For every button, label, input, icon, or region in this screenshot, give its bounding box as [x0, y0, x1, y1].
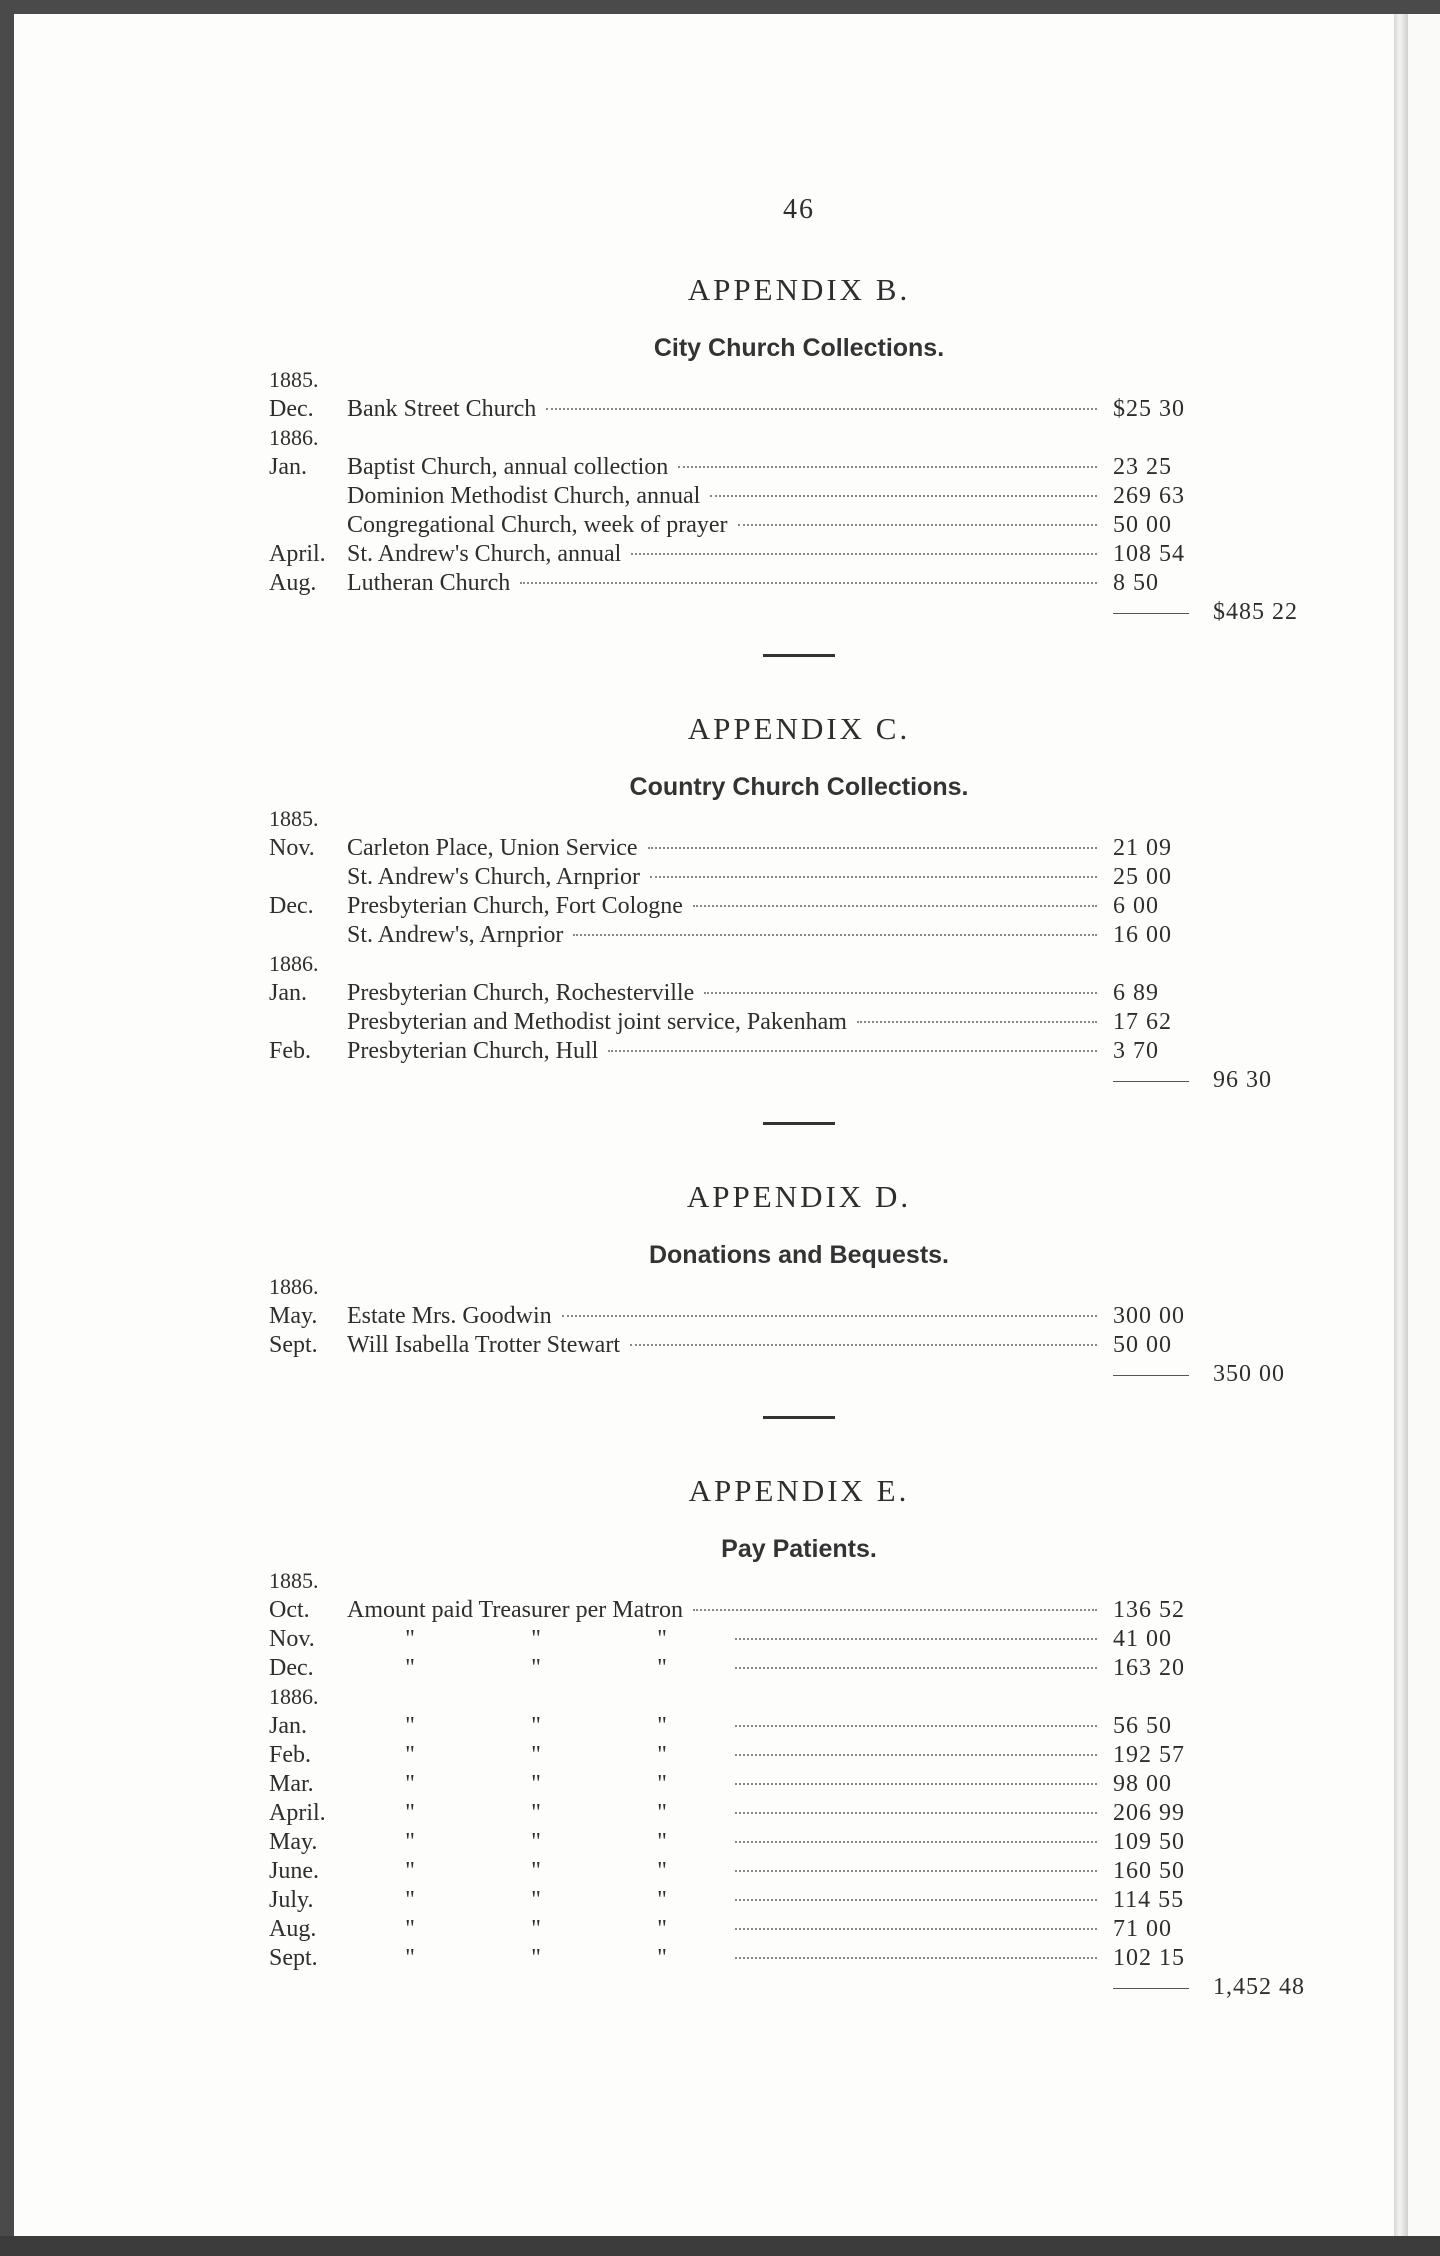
entry-amount: 71 00: [1113, 1916, 1172, 1942]
entry-amount: 108 54: [1113, 541, 1185, 567]
ditto-marks: [347, 1800, 725, 1827]
ditto-marks: [347, 1945, 725, 1972]
ledger-row: [269, 1771, 1329, 1800]
ditto-mark: ": [405, 1829, 415, 1855]
year-row: [269, 1274, 1329, 1303]
ditto-mark: ": [405, 1887, 415, 1913]
ditto-mark: ": [405, 1916, 415, 1942]
ditto-mark: ": [531, 1771, 541, 1797]
entry-amount: 163 20: [1113, 1655, 1185, 1681]
dot-leader: [735, 1841, 1097, 1843]
year-row: [269, 1684, 1329, 1713]
year-row: [269, 806, 1329, 835]
ditto-mark: ": [405, 1626, 415, 1652]
year-row: [269, 425, 1329, 454]
ditto-mark: ": [405, 1945, 415, 1971]
ledger-row: [269, 454, 1329, 483]
entry-date: May.: [269, 1829, 318, 1855]
appendix-section: [269, 711, 1329, 1125]
entry-description: [347, 1655, 1107, 1682]
entry-amount: 16 00: [1113, 922, 1172, 948]
dot-leader: [573, 934, 1097, 936]
sum-rule-cell: [1107, 599, 1213, 626]
entry-description-text: Baptist Church, annual collection: [347, 454, 669, 480]
appendix-subtitle: City Church Collections.: [653, 334, 945, 362]
entry-description-text: Congregational Church, week of prayer: [347, 512, 728, 538]
ledger-row: [269, 980, 1329, 1009]
entry-description: [347, 396, 1107, 423]
ledger-row: [269, 1742, 1329, 1771]
dot-leader: [562, 1315, 1097, 1317]
entry-description: [347, 570, 1107, 597]
scan-bottom-edge: [0, 2236, 1440, 2256]
year-row: [269, 367, 1329, 396]
entry-description: [347, 454, 1107, 481]
ditto-mark: ": [531, 1655, 541, 1681]
dot-leader: [693, 905, 1097, 907]
ledger-row: [269, 922, 1329, 951]
entry-description: [347, 1713, 1107, 1740]
section-divider: [763, 654, 835, 657]
dot-leader: [857, 1021, 1097, 1023]
entry-description: [347, 1945, 1107, 1972]
ledger-row: [269, 893, 1329, 922]
dot-leader: [710, 495, 1097, 497]
ledger-row: [269, 1829, 1329, 1858]
entry-description-text: Estate Mrs. Goodwin: [347, 1303, 552, 1329]
entry-description: [347, 1800, 1107, 1827]
entry-description: [347, 835, 1107, 862]
section-total: 350 00: [1213, 1361, 1285, 1387]
dot-leader: [735, 1899, 1097, 1901]
ditto-marks: [347, 1858, 725, 1885]
year-label: 1885.: [269, 367, 319, 392]
document-page: [14, 14, 1394, 2236]
ditto-mark: ": [405, 1858, 415, 1884]
total-row: [269, 1067, 1329, 1096]
dot-leader: [678, 466, 1097, 468]
entry-description: [347, 1332, 1107, 1359]
ditto-mark: ": [405, 1713, 415, 1739]
appendix-title: APPENDIX E.: [688, 1473, 910, 1508]
entry-amount: $25 30: [1113, 396, 1185, 422]
ditto-mark: ": [657, 1742, 667, 1768]
entry-amount: 3 70: [1113, 1038, 1159, 1064]
entry-description-text: St. Andrew's Church, Arnprior: [347, 864, 640, 890]
entry-amount: 269 63: [1113, 483, 1185, 509]
page-content: [269, 194, 1329, 2003]
ditto-mark: ": [657, 1916, 667, 1942]
entry-amount: 109 50: [1113, 1829, 1185, 1855]
entry-description: [347, 1626, 1107, 1653]
ditto-mark: ": [531, 1858, 541, 1884]
sum-rule-cell: [1107, 1974, 1213, 2001]
entry-date: June.: [269, 1858, 319, 1884]
ditto-mark: ": [405, 1742, 415, 1768]
dot-leader: [735, 1638, 1097, 1640]
entry-amount: 21 09: [1113, 835, 1172, 861]
dot-leader: [693, 1609, 1097, 1611]
ditto-mark: ": [531, 1887, 541, 1913]
entry-description-text: Lutheran Church: [347, 570, 511, 596]
ditto-mark: ": [657, 1800, 667, 1826]
entry-date: Dec.: [269, 396, 314, 422]
appendix-section: [269, 1473, 1329, 2003]
ledger-row: [269, 1945, 1329, 1974]
dot-leader: [735, 1870, 1097, 1872]
entry-amount: 114 55: [1113, 1887, 1185, 1913]
year-label: 1886.: [269, 1274, 319, 1299]
sum-rule: [1113, 1988, 1189, 1989]
entry-date: Jan.: [269, 454, 307, 480]
ditto-mark: ": [531, 1916, 541, 1942]
dot-leader: [735, 1667, 1097, 1669]
entry-date: May.: [269, 1303, 318, 1329]
next-page-edge: [1408, 14, 1440, 2236]
entry-description-text: St. Andrew's, Arnprior: [347, 922, 564, 948]
dot-leader: [520, 582, 1097, 584]
ditto-mark: ": [405, 1655, 415, 1681]
entry-description: [347, 893, 1107, 920]
appendix-sections: [269, 272, 1329, 2003]
entry-date: Aug.: [269, 570, 317, 596]
dot-leader: [630, 1344, 1097, 1346]
entry-amount: 136 52: [1113, 1597, 1185, 1623]
ditto-mark: ": [657, 1771, 667, 1797]
dot-leader: [735, 1957, 1097, 1959]
ditto-mark: ": [531, 1626, 541, 1652]
ditto-mark: ": [531, 1800, 541, 1826]
entry-date: Nov.: [269, 1626, 315, 1652]
ledger-row: [269, 1655, 1329, 1684]
dot-leader: [648, 847, 1097, 849]
ledger-row: [269, 512, 1329, 541]
dot-leader: [608, 1050, 1097, 1052]
entry-amount: 6 89: [1113, 980, 1159, 1006]
ditto-mark: ": [405, 1800, 415, 1826]
book-binding-edge: [1394, 14, 1408, 2236]
ledger-row: [269, 864, 1329, 893]
entry-description: [347, 1858, 1107, 1885]
year-label: 1886.: [269, 951, 319, 976]
ledger-row: [269, 1009, 1329, 1038]
total-row: [269, 1361, 1329, 1390]
entry-description: [347, 922, 1107, 949]
year-label: 1886.: [269, 1684, 319, 1709]
ditto-marks: [347, 1829, 725, 1856]
year-label: 1886.: [269, 425, 319, 450]
ditto-marks: [347, 1742, 725, 1769]
entry-description: [347, 980, 1107, 1007]
ledger-row: [269, 1887, 1329, 1916]
entry-date: Sept.: [269, 1332, 318, 1358]
entry-amount: 8 50: [1113, 570, 1159, 596]
total-row: [269, 1974, 1329, 2003]
ditto-mark: ": [531, 1945, 541, 1971]
entry-description-text: Presbyterian Church, Hull: [347, 1038, 599, 1064]
ledger-row: [269, 570, 1329, 599]
entry-amount: 56 50: [1113, 1713, 1172, 1739]
entry-description: [347, 1303, 1107, 1330]
entry-amount: 192 57: [1113, 1742, 1185, 1768]
entry-description: [347, 541, 1107, 568]
year-row: [269, 1568, 1329, 1597]
year-row: [269, 951, 1329, 980]
ditto-mark: ": [657, 1858, 667, 1884]
dot-leader: [738, 524, 1097, 526]
ledger-row: [269, 483, 1329, 512]
appendix-subtitle: Pay Patients.: [721, 1535, 877, 1563]
ditto-mark: ": [657, 1945, 667, 1971]
ledger-row: [269, 835, 1329, 864]
section-total: 96 30: [1213, 1067, 1272, 1093]
entry-date: Dec.: [269, 1655, 314, 1681]
entry-description: [347, 483, 1107, 510]
dot-leader: [631, 553, 1097, 555]
appendix-title: APPENDIX C.: [687, 711, 911, 746]
dot-leader: [735, 1754, 1097, 1756]
entry-date: Dec.: [269, 893, 314, 919]
ledger-row: [269, 1713, 1329, 1742]
ditto-mark: ": [531, 1742, 541, 1768]
entry-amount: 160 50: [1113, 1858, 1185, 1884]
entry-amount: 17 62: [1113, 1009, 1172, 1035]
entry-date: Mar.: [269, 1771, 314, 1797]
entry-description: [347, 1009, 1107, 1036]
entry-date: Jan.: [269, 980, 307, 1006]
appendix-section: [269, 272, 1329, 657]
appendix-subtitle: Donations and Bequests.: [648, 1241, 950, 1269]
section-total: 1,452 48: [1213, 1974, 1305, 2000]
ledger-row: [269, 1597, 1329, 1626]
section-total: $485 22: [1213, 599, 1298, 625]
sum-rule-cell: [1107, 1067, 1213, 1094]
entry-amount: 25 00: [1113, 864, 1172, 890]
entry-description-text: Bank Street Church: [347, 396, 537, 422]
entry-description: [347, 1771, 1107, 1798]
ditto-mark: ": [531, 1829, 541, 1855]
entry-amount: 6 00: [1113, 893, 1159, 919]
ditto-marks: [347, 1713, 725, 1740]
dot-leader: [704, 992, 1097, 994]
ditto-mark: ": [657, 1655, 667, 1681]
ditto-mark: ": [531, 1713, 541, 1739]
entry-date: Jan.: [269, 1713, 307, 1739]
entry-date: April.: [269, 541, 326, 567]
ledger-row: [269, 1303, 1329, 1332]
entry-description-text: Carleton Place, Union Service: [347, 835, 638, 861]
ditto-mark: ": [657, 1887, 667, 1913]
ledger-row: [269, 1800, 1329, 1829]
ditto-mark: ": [657, 1626, 667, 1652]
entry-amount: 50 00: [1113, 512, 1172, 538]
total-row: [269, 599, 1329, 628]
section-divider: [763, 1416, 835, 1419]
entry-date: Feb.: [269, 1742, 311, 1768]
ditto-marks: [347, 1887, 725, 1914]
dot-leader: [735, 1783, 1097, 1785]
entry-amount: 300 00: [1113, 1303, 1185, 1329]
entry-description: [347, 1916, 1107, 1943]
sum-rule-cell: [1107, 1361, 1213, 1388]
entry-description: [347, 864, 1107, 891]
entry-description: [347, 512, 1107, 539]
dot-leader: [546, 408, 1097, 410]
section-divider: [763, 1122, 835, 1125]
entry-date: Sept.: [269, 1945, 318, 1971]
year-label: 1885.: [269, 1568, 319, 1593]
ditto-marks: [347, 1655, 725, 1682]
entry-amount: 206 99: [1113, 1800, 1185, 1826]
ledger-row: [269, 396, 1329, 425]
dot-leader: [735, 1725, 1097, 1727]
entry-description-text: Presbyterian Church, Rochesterville: [347, 980, 695, 1006]
appendix-section: [269, 1179, 1329, 1419]
ledger-row: [269, 541, 1329, 570]
entry-date: Aug.: [269, 1916, 317, 1942]
ditto-mark: ": [657, 1713, 667, 1739]
entry-date: Nov.: [269, 835, 315, 861]
entry-description: [347, 1597, 1107, 1624]
ditto-mark: ": [657, 1829, 667, 1855]
ledger-row: [269, 1038, 1329, 1067]
ditto-mark: ": [405, 1771, 415, 1797]
ditto-marks: [347, 1771, 725, 1798]
entry-date: Oct.: [269, 1597, 310, 1623]
entry-description: [347, 1887, 1107, 1914]
entry-description-text: Will Isabella Trotter Stewart: [347, 1332, 620, 1358]
ledger-row: [269, 1858, 1329, 1887]
appendix-subtitle: Country Church Collections.: [629, 773, 969, 801]
ditto-marks: [347, 1916, 725, 1943]
dot-leader: [650, 876, 1097, 878]
appendix-title: APPENDIX D.: [686, 1179, 912, 1214]
entry-description-text: Presbyterian Church, Fort Cologne: [347, 893, 683, 919]
sum-rule: [1113, 613, 1189, 614]
entry-description: [347, 1742, 1107, 1769]
entry-description-text: Amount paid Treasurer per Matron: [347, 1597, 683, 1623]
entry-description-text: St. Andrew's Church, annual: [347, 541, 622, 567]
entry-date: April.: [269, 1800, 326, 1826]
entry-description: [347, 1829, 1107, 1856]
ledger-row: [269, 1332, 1329, 1361]
entry-description-text: Presbyterian and Methodist joint service, Pakenham: [347, 1009, 847, 1035]
year-label: 1885.: [269, 806, 319, 831]
entry-amount: 50 00: [1113, 1332, 1172, 1358]
ledger-row: [269, 1626, 1329, 1655]
entry-amount: 98 00: [1113, 1771, 1172, 1797]
page-number: 46: [783, 194, 815, 225]
entry-amount: 23 25: [1113, 454, 1172, 480]
entry-date: July.: [269, 1887, 314, 1913]
sum-rule: [1113, 1081, 1189, 1082]
entry-description: [347, 1038, 1107, 1065]
entry-date: Feb.: [269, 1038, 311, 1064]
entry-description-text: Dominion Methodist Church, annual: [347, 483, 701, 509]
appendix-title: APPENDIX B.: [687, 272, 911, 307]
entry-amount: 102 15: [1113, 1945, 1185, 1971]
ledger-row: [269, 1916, 1329, 1945]
dot-leader: [735, 1812, 1097, 1814]
entry-amount: 41 00: [1113, 1626, 1172, 1652]
sum-rule: [1113, 1375, 1189, 1376]
ditto-marks: [347, 1626, 725, 1653]
dot-leader: [735, 1928, 1097, 1930]
